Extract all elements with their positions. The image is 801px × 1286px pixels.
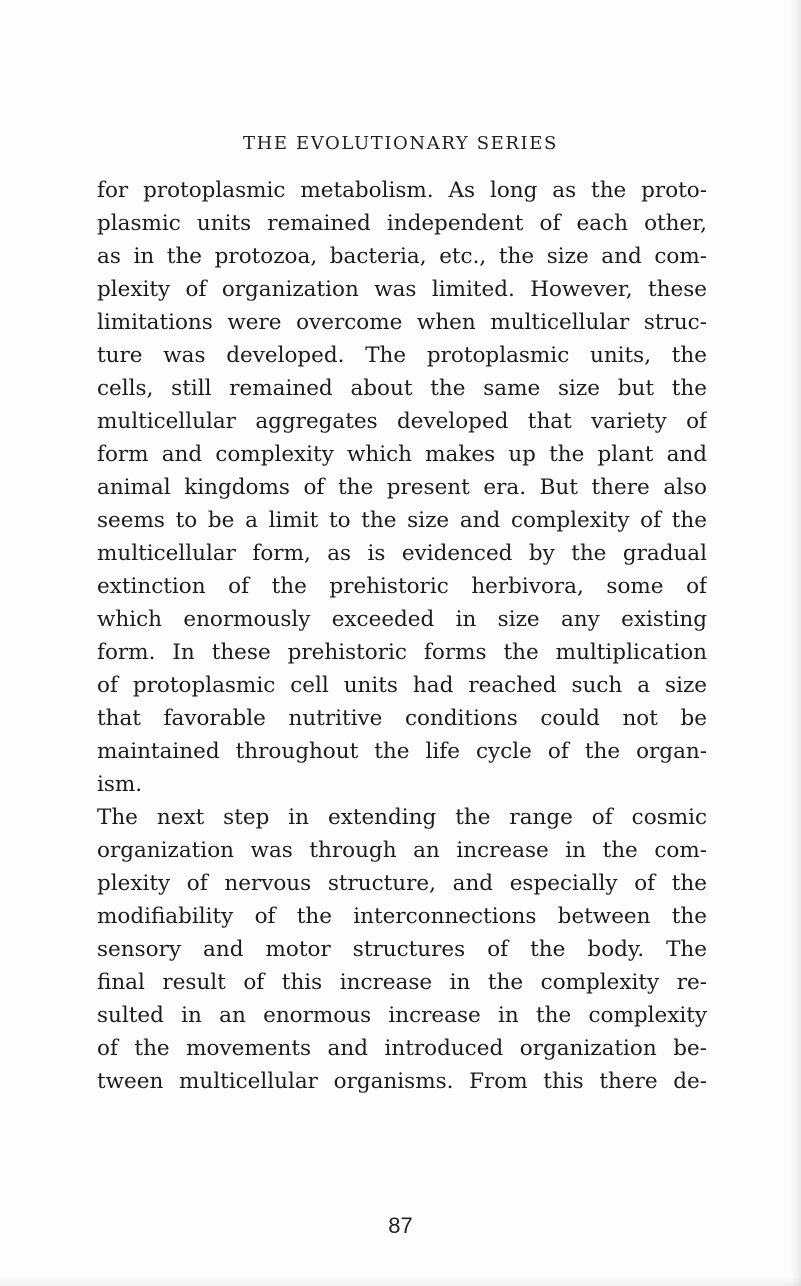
text-line: organization was through an increase in the com- bbox=[97, 838, 707, 863]
text-line: seems to be a limit to the size and complexity of the bbox=[97, 508, 707, 533]
text-line: modifiability of the interconnections between the bbox=[97, 904, 707, 929]
text-line: limitations were overcome when multicellular struc- bbox=[97, 310, 707, 335]
text-line: cells, still remained about the same size but the bbox=[97, 376, 707, 401]
text-line: plasmic units remained independent of each other, bbox=[97, 211, 707, 236]
text-line: as in the protozoa, bacteria, etc., the size and com- bbox=[97, 244, 707, 269]
text-line: that favorable nutritive conditions could not be bbox=[97, 706, 707, 731]
text-line: maintained throughout the life cycle of the organ- bbox=[97, 739, 707, 764]
text-line: final result of this increase in the complexity re- bbox=[97, 970, 707, 995]
text-line: animal kingdoms of the present era. But there also bbox=[97, 475, 707, 500]
text-line: form and complexity which makes up the plant and bbox=[97, 442, 707, 467]
text-line: multicellular aggregates developed that variety of bbox=[97, 409, 707, 434]
running-head: THE EVOLUTIONARY SERIES bbox=[243, 133, 558, 154]
page-edge-shadow bbox=[789, 0, 801, 1286]
text-line: form. In these prehistoric forms the multiplication bbox=[97, 640, 707, 665]
body-text bbox=[97, 174, 707, 1098]
text-line: sulted in an enormous increase in the complexity bbox=[97, 1003, 707, 1028]
text-line: tween multicellular organisms. From this there de- bbox=[97, 1069, 707, 1094]
text-line: extinction of the prehistoric herbivora, some of bbox=[97, 574, 707, 599]
text-line: multicellular form, as is evidenced by the gradual bbox=[97, 541, 707, 566]
text-line: which enormously exceeded in size any existing bbox=[97, 607, 707, 632]
text-line: plexity of nervous structure, and especially of the bbox=[97, 871, 707, 896]
page-number: 87 bbox=[388, 1213, 413, 1238]
text-line-paragraph-start: The next step in extending the range of cosmic bbox=[97, 805, 707, 830]
text-line: for protoplasmic metabolism. As long as the proto- bbox=[97, 178, 707, 203]
text-line: ture was developed. The protoplasmic units, the bbox=[97, 343, 707, 368]
text-line-paragraph-end: ism. bbox=[97, 772, 143, 797]
text-line: sensory and motor structures of the body. The bbox=[97, 937, 707, 962]
text-line: of the movements and introduced organization be- bbox=[97, 1036, 707, 1061]
text-line: of protoplasmic cell units had reached such a size bbox=[97, 673, 707, 698]
page-bottom-shadow bbox=[0, 1276, 801, 1286]
text-line: plexity of organization was limited. However, these bbox=[97, 277, 707, 302]
